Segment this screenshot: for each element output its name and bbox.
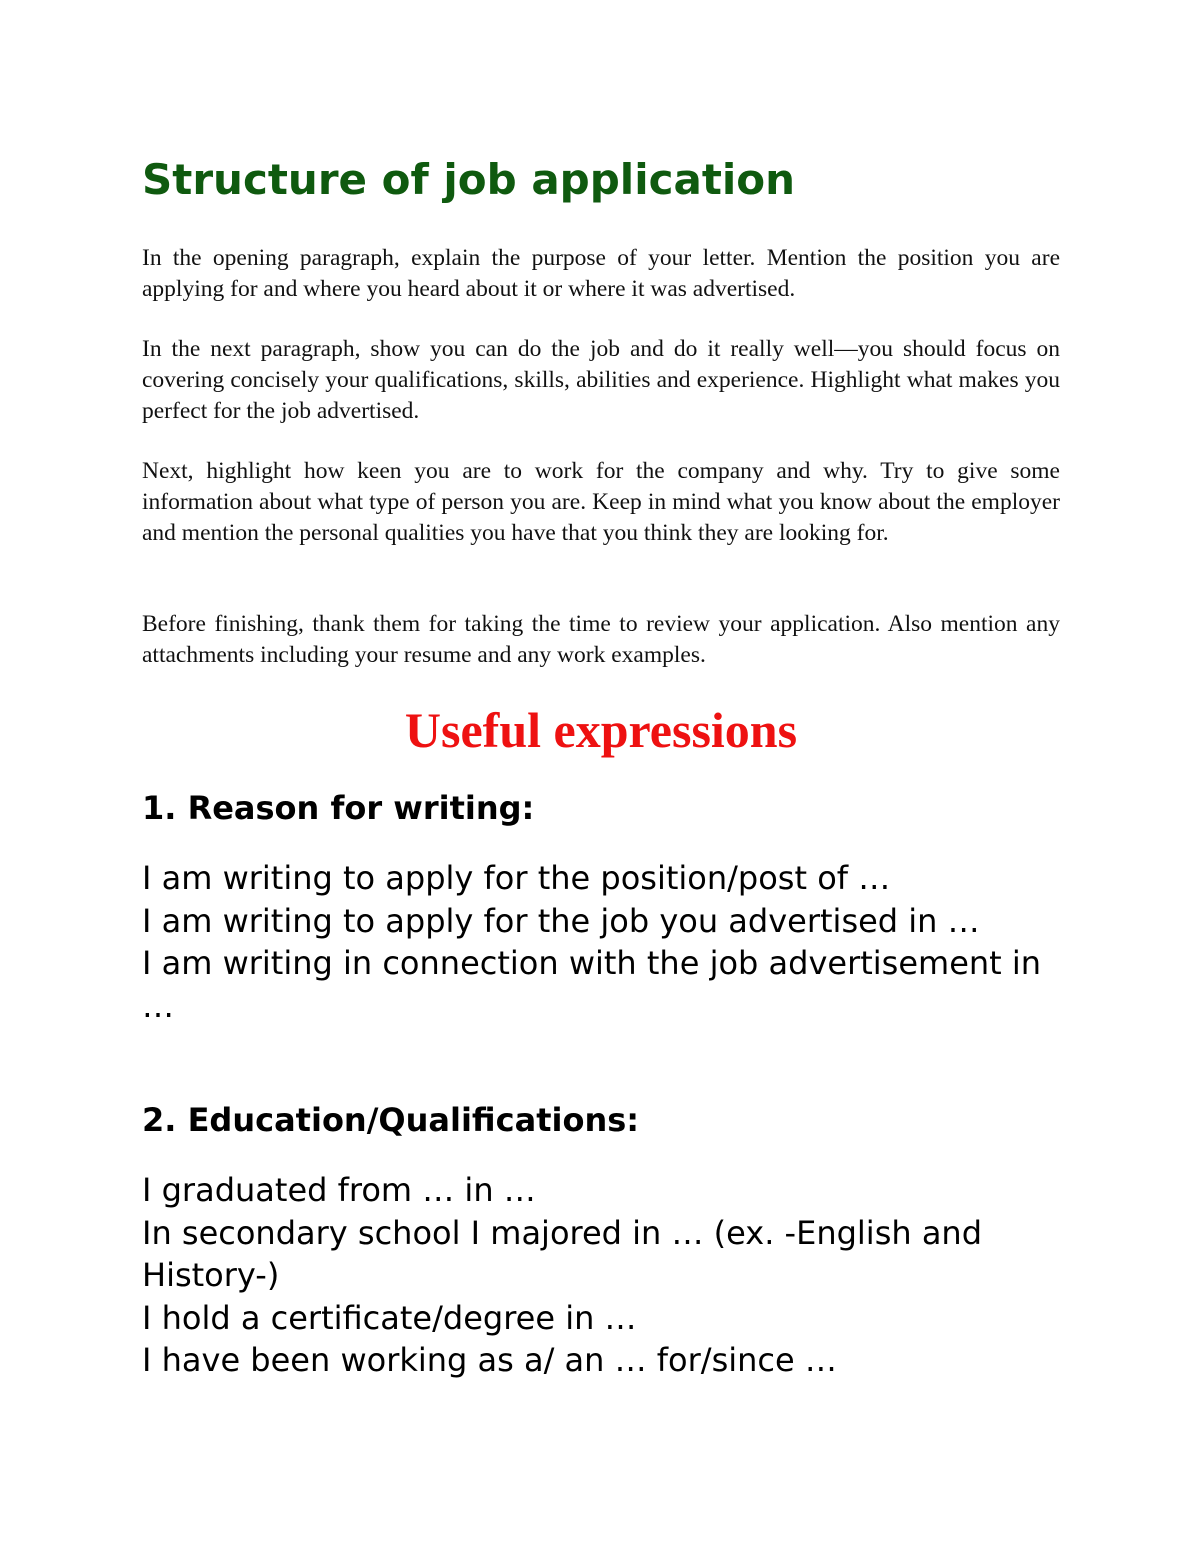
expression-line: I have been working as a/ an … for/since … <box>142 1341 837 1379</box>
education-qualifications-heading: 2. Education/Qualifications: <box>142 1101 640 1139</box>
expression-line: I graduated from … in … <box>142 1171 536 1209</box>
expression-line: I am writing to apply for the position/post of … <box>142 859 891 897</box>
closing-paragraph: Before finishing, thank them for taking the time to review your application. Also mention any attachments including your resume and any work examples. <box>142 611 1060 668</box>
opening-paragraph: In the opening paragraph, explain the purpose of your letter. Mention the position you are applying for and where you heard about it or where it was advertised. <box>142 245 1060 302</box>
skills-paragraph: In the next paragraph, show you can do the job and do it really well—you should focus on covering concisely your qualifications, skills, abilities and experience. Highlight what makes you perfect for the job advertised. <box>142 336 1060 424</box>
expression-line: I am writing to apply for the job you advertised in … <box>142 901 980 940</box>
page-title: Structure of job application <box>142 155 796 204</box>
useful-expressions-title: Useful expressions <box>404 702 798 758</box>
expression-line: I am writing in connection with the job advertisement in … <box>142 944 1042 1025</box>
motivation-paragraph: Next, highlight how keen you are to work for the company and why. Try to give some information about what type of person you are. Keep in mind what you know about the employer and mention the personal qualities you have that you think they are looking for. <box>142 458 1060 546</box>
expression-line: In secondary school I majored in … (ex. -English and History-) <box>142 1213 983 1294</box>
education-qualifications-expressions <box>142 1169 1060 1382</box>
reason-for-writing-expressions <box>142 857 1060 1027</box>
expression-line: I hold a certificate/degree in … <box>142 1298 637 1337</box>
reason-for-writing-heading: 1. Reason for writing: <box>142 789 535 827</box>
